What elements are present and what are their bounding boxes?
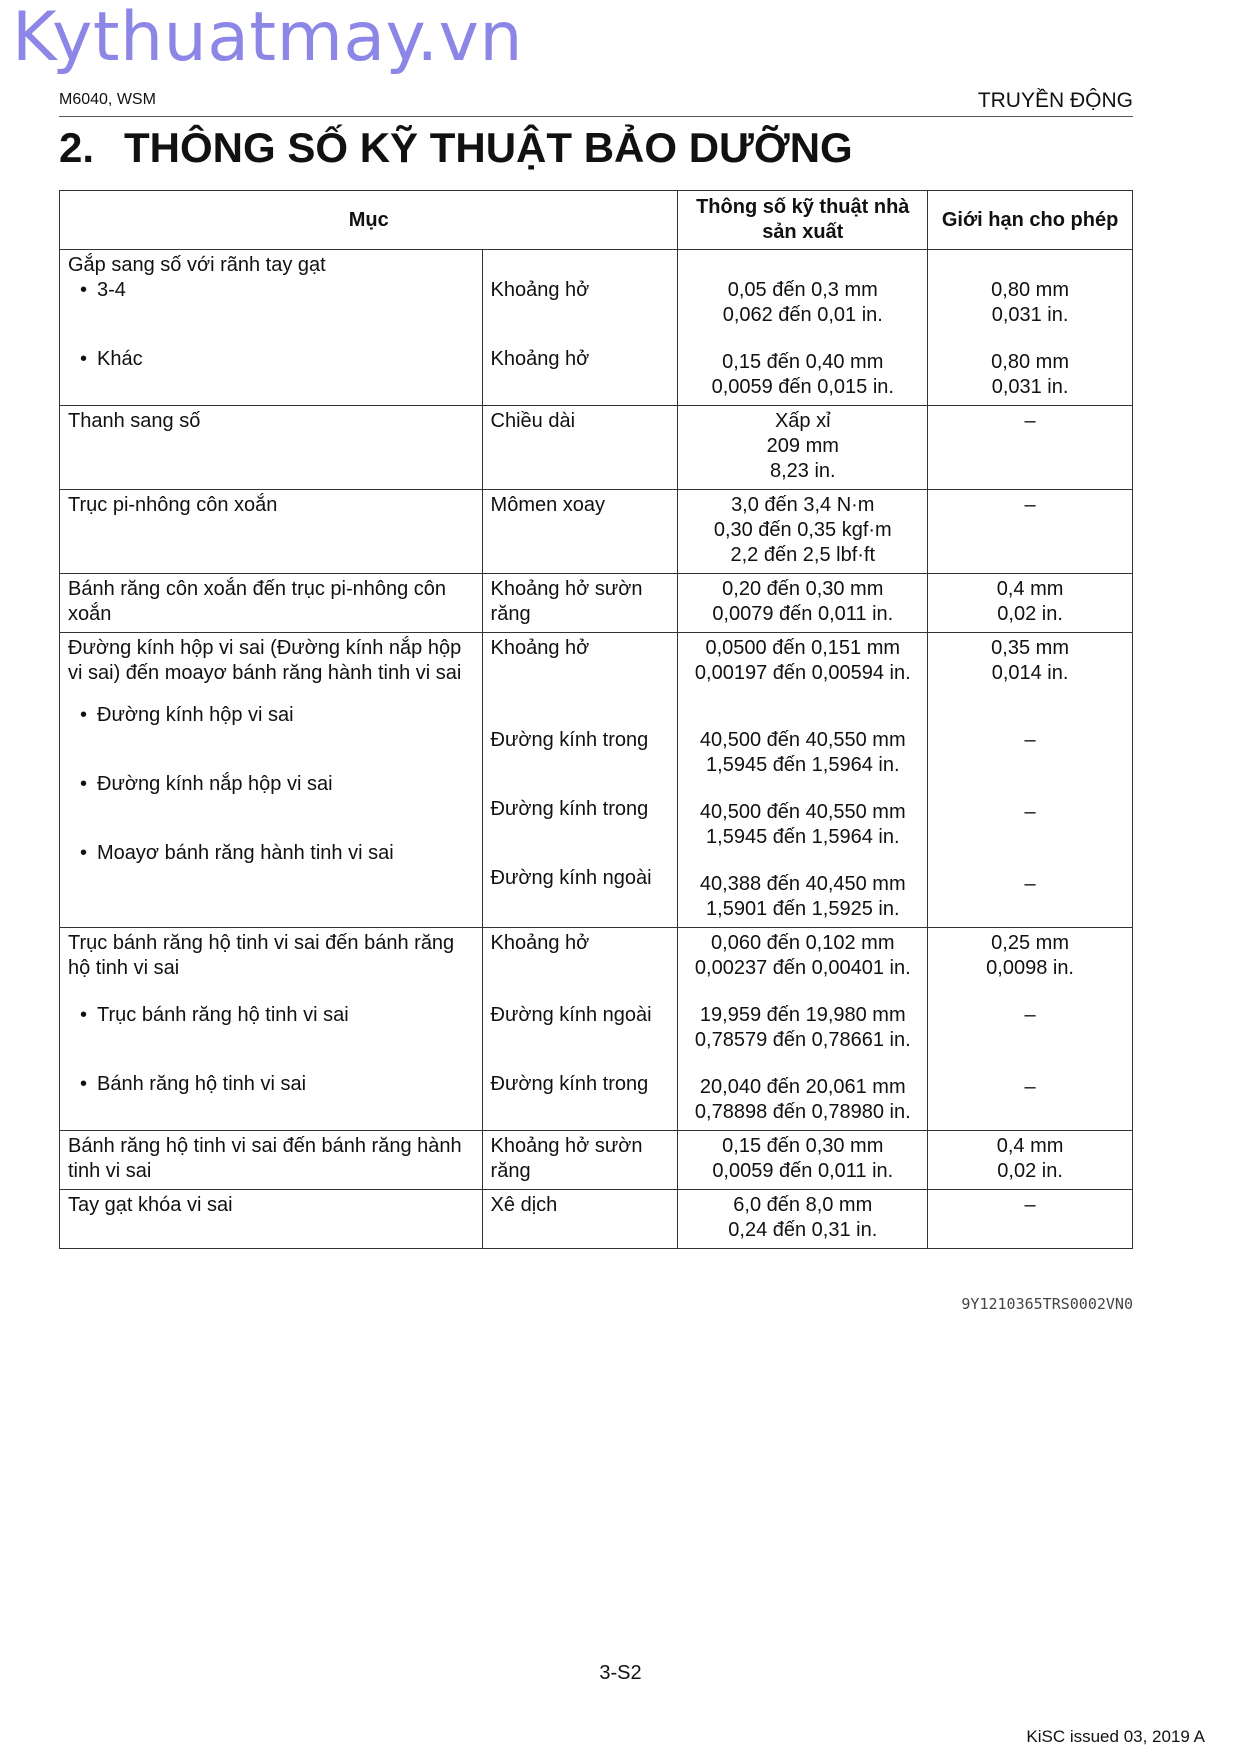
header-section: TRUYỀN ĐỘNG [977, 89, 1133, 112]
limit-value: 0,4 mm [996, 578, 1064, 600]
param-text: Khoảng hở [490, 279, 590, 301]
item-text: Gắp sang số với rãnh tay gạt [68, 254, 326, 276]
header-item: Mục [60, 191, 678, 250]
spec-value: 0,0079 đến 0,011 in. [712, 603, 894, 625]
spec-value: 3,0 đến 3,4 N·m [731, 494, 875, 516]
spec-value: 0,78579 đến 0,78661 in. [694, 1029, 911, 1051]
limit-value: 0,4 mm [996, 1135, 1064, 1157]
watermark: Kythuatmay.vn [12, 0, 523, 77]
spec-value: 1,5901 đến 1,5925 in. [706, 898, 900, 920]
limit-value: 0,80 mm [991, 351, 1069, 373]
spec-value: 0,30 đến 0,35 kgf·m [713, 519, 892, 541]
item-bullet: • Đường kính nắp hộp vi sai [68, 772, 474, 797]
spec-value: 2,2 đến 2,5 lbf·ft [730, 544, 876, 566]
param-text: Đường kính ngoài [490, 1004, 652, 1026]
table-row [60, 406, 1133, 490]
item-bullet: • 3-4 [68, 278, 474, 303]
limit-value: – [1024, 873, 1036, 895]
param-text: Mômen xoay [490, 494, 606, 516]
table-row [60, 490, 1133, 574]
item-text: Trục pi-nhông côn xoắn [68, 494, 278, 516]
param-text: Khoảng hở [490, 348, 590, 370]
item-bullet: • Đường kính hộp vi sai [68, 703, 474, 728]
limit-value: – [1024, 410, 1036, 432]
table-row [60, 633, 1133, 928]
item-bullet: • Moayơ bánh răng hành tinh vi sai [68, 841, 474, 866]
item-text: Bánh răng côn xoắn đến trục pi-nhông côn xoắn [68, 578, 447, 625]
spec-value: 0,20 đến 0,30 mm [722, 578, 884, 600]
limit-value: – [1024, 1194, 1036, 1216]
spec-value: 40,500 đến 40,550 mm [699, 729, 906, 751]
spec-value: 0,062 đến 0,01 in. [722, 304, 883, 326]
spec-value: 40,500 đến 40,550 mm [699, 801, 906, 823]
spec-value: 20,040 đến 20,061 mm [699, 1076, 906, 1098]
spec-value: 0,00197 đến 0,00594 in. [694, 662, 911, 684]
limit-value: 0,02 in. [997, 603, 1063, 625]
limit-value: – [1024, 729, 1036, 751]
limit-value: 0,014 in. [991, 662, 1069, 684]
spec-value: 0,15 đến 0,30 mm [722, 1135, 884, 1157]
item-bullet: • Bánh răng hộ tinh vi sai [68, 1072, 474, 1097]
limit-value: 0,35 mm [991, 637, 1069, 659]
limit-value: 0,031 in. [991, 304, 1069, 326]
item-bullet: • Trục bánh răng hộ tinh vi sai [68, 1003, 474, 1028]
param-text: Xê dịch [490, 1194, 558, 1216]
title-number: 2. [59, 124, 95, 171]
page-number: 3-S2 [599, 1662, 642, 1684]
param-text: Đường kính trong [490, 798, 649, 820]
param-text: Đường kính ngoài [490, 867, 652, 889]
spec-value: 1,5945 đến 1,5964 in. [706, 826, 900, 848]
item-text: Bánh răng hộ tinh vi sai đến bánh răng hành tinh vi sai [68, 1135, 462, 1182]
spec-value: Xấp xỉ [774, 410, 831, 432]
spec-value: 0,060 đến 0,102 mm [711, 932, 895, 954]
item-text: Trục bánh răng hộ tinh vi sai đến bánh răng hộ tinh vi sai [68, 932, 455, 979]
param-text: Khoảng hở [490, 637, 590, 659]
spec-value: 0,15 đến 0,40 mm [722, 351, 884, 373]
limit-value: 0,02 in. [997, 1160, 1063, 1182]
page-title [59, 124, 853, 172]
spec-table [59, 190, 1133, 1249]
item-text: Thanh sang số [68, 410, 201, 432]
title-text: THÔNG SỐ KỸ THUẬT BẢO DƯỠNG [124, 124, 853, 171]
spec-value: 6,0 đến 8,0 mm [733, 1194, 873, 1216]
param-text: Đường kính trong [490, 729, 649, 751]
header-model: M6040, WSM [59, 91, 156, 108]
header-spec: Thông số kỹ thuật nhà sản xuất [678, 191, 928, 250]
spec-value: 209 mm [766, 435, 839, 457]
spec-value: 0,78898 đến 0,78980 in. [694, 1101, 911, 1123]
spec-value: 8,23 in. [769, 460, 836, 482]
item-text: Tay gạt khóa vi sai [68, 1194, 233, 1216]
limit-value: – [1024, 801, 1036, 823]
limit-value: 0,0098 in. [986, 957, 1074, 979]
spec-value: 0,0059 đến 0,015 in. [711, 376, 894, 398]
limit-value: 0,25 mm [991, 932, 1069, 954]
table-row [60, 1131, 1133, 1190]
limit-value: – [1024, 1076, 1036, 1098]
item-text: Đường kính hộp vi sai (Đường kính nắp hộp vi sai) đến moayơ bánh răng hành tinh vi sai [68, 637, 462, 684]
spec-value: 0,24 đến 0,31 in. [728, 1219, 878, 1241]
table-row [60, 574, 1133, 633]
issued-note: KiSC issued 03, 2019 A [1026, 1727, 1205, 1746]
spec-value: 0,05 đến 0,3 mm [727, 279, 878, 301]
spec-value: 0,0059 đến 0,011 in. [712, 1160, 894, 1182]
limit-value: 0,031 in. [991, 376, 1069, 398]
limit-value: 0,80 mm [991, 279, 1069, 301]
header-limit: Giới hạn cho phép [928, 191, 1133, 250]
spec-value: 40,388 đến 40,450 mm [699, 873, 906, 895]
limit-value: – [1024, 1004, 1036, 1026]
spec-value: 19,959 đến 19,980 mm [699, 1004, 906, 1026]
param-text: Khoảng hở [490, 932, 590, 954]
table-row [60, 928, 1133, 1131]
param-text: Khoảng hở sườn răng [490, 578, 643, 625]
param-text: Khoảng hở sườn răng [490, 1135, 643, 1182]
table-row [60, 250, 1133, 406]
spec-value: 0,00237 đến 0,00401 in. [694, 957, 911, 979]
limit-value: – [1024, 494, 1036, 516]
table-header-row [60, 191, 1133, 250]
header-divider [59, 116, 1133, 117]
spec-value: 0,0500 đến 0,151 mm [705, 637, 901, 659]
param-text: Đường kính trong [490, 1073, 649, 1095]
param-text: Chiều dài [490, 410, 576, 432]
item-bullet: • Khác [68, 347, 474, 372]
spec-value: 1,5945 đến 1,5964 in. [706, 754, 900, 776]
document-code: 9Y1210365TRS0002VN0 [961, 1295, 1133, 1313]
table-row [60, 1190, 1133, 1249]
